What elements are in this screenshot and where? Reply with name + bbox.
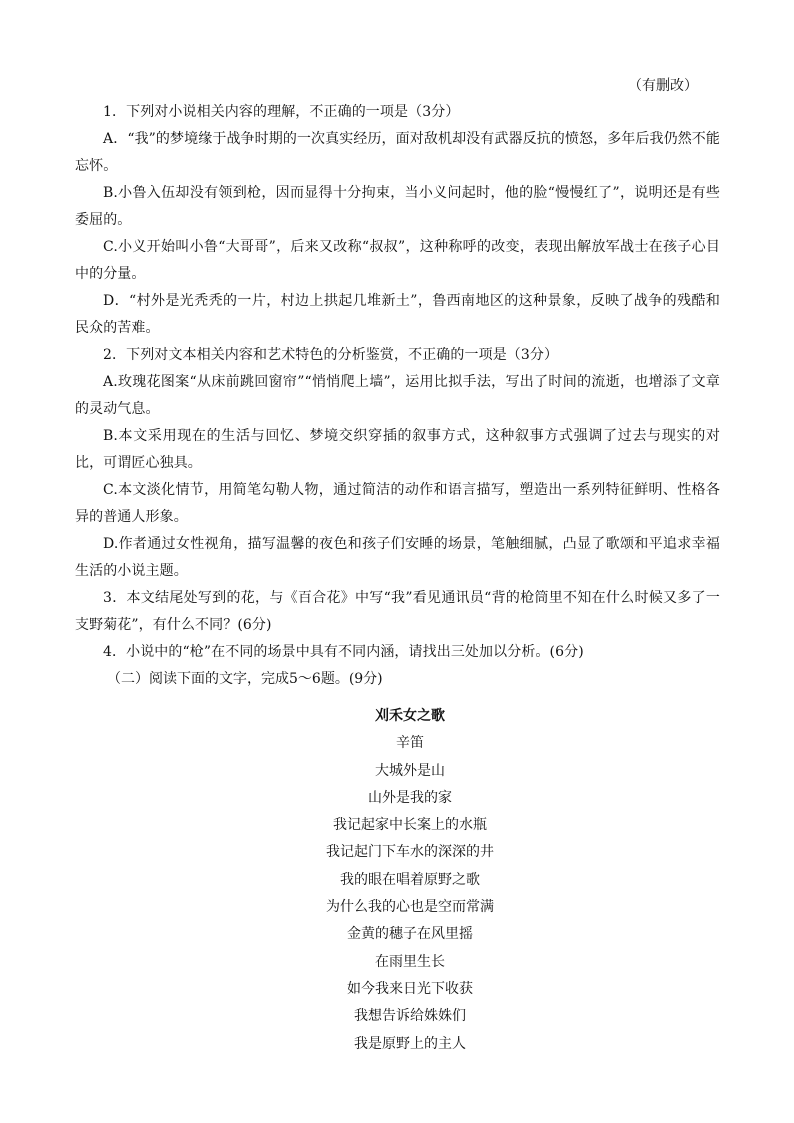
poem-line: 如今我来日光下收获 xyxy=(347,980,473,997)
question-block xyxy=(75,99,720,693)
poem-author: 辛笛 xyxy=(396,735,424,752)
question-2-option-a: A.玫瑰花图案“从床前跳回窗帘”“悄悄爬上墙”，运用比拟手法，写出了时间的流逝，也增添了文章的灵动气息。 xyxy=(75,374,720,417)
question-4: 4．小说中的“枪”在不同的场景中具有不同内涵，请找出三处加以分析。(6分) xyxy=(103,644,584,660)
question-2-stem: 2．下列对文本相关内容和艺术特色的分析鉴赏，不正确的一项是（3分） xyxy=(103,347,559,363)
poem-line: 我想告诉给姝姝们 xyxy=(354,1008,466,1025)
poem-line: 我是原野上的主人 xyxy=(354,1035,466,1052)
question-2-option-c: C.本文淡化情节，用简笔勾勒人物，通过简洁的动作和语言描写，塑造出一系列特征鲜明、性格各异的普通人形象。 xyxy=(75,482,720,525)
poem-line: 在雨里生长 xyxy=(375,953,445,970)
poem-line: 我记起门下车水的深深的井 xyxy=(326,844,494,861)
question-2-option-b: B.本文采用现在的生活与回忆、梦境交织穿插的叙事方式，这种叙事方式强调了过去与现实的对比，可谓匠心独具。 xyxy=(75,428,720,471)
abridged-note: （有删改） xyxy=(628,78,698,94)
question-3: 3．本文结尾处写到的花，与《百合花》中写“我”看见通讯员“背的枪筒里不知在什么时候又多了一支野菊花”，有什么不同？(6分) xyxy=(75,590,720,633)
poem-line: 我记起家中长案上的水瓶 xyxy=(333,817,487,834)
question-1-option-a: A．“我”的梦境缘于战争时期的一次真实经历，面对敌机却没有武器反抗的愤怒，多年后我仍然不能忘怀。 xyxy=(75,131,720,174)
question-2-option-d: D.作者通过女性视角，描写温馨的夜色和孩子们安睡的场景，笔触细腻，凸显了歌颂和平追求幸福生活的小说主题。 xyxy=(75,536,720,579)
poem-title: 刈禾女之歌 xyxy=(375,708,445,724)
poem-line: 为什么我的心也是空而常满 xyxy=(326,899,494,916)
poem-line: 金黄的穗子在风里摇 xyxy=(347,926,473,943)
question-1-option-d: D．“村外是光秃秃的一片，村边上拱起几堆新土”，鲁西南地区的这种景象，反映了战争的残酷和民众的苦难。 xyxy=(75,293,720,336)
section-heading: （二）阅读下面的文字，完成5～6题。(9分) xyxy=(107,671,383,687)
question-1-option-c: C.小义开始叫小鲁“大哥哥”，后来又改称“叔叔”，这种称呼的改变，表现出解放军战士在孩子心目中的分量。 xyxy=(75,239,720,282)
poem-line: 我的眼在唱着原野之歌 xyxy=(340,871,480,888)
poem xyxy=(0,703,794,1058)
question-1-option-b: B.小鲁入伍却没有领到枪，因而显得十分拘束，当小义问起时，他的脸“慢慢红了”，说明还是有些委屈的。 xyxy=(75,185,720,228)
question-1-stem: 1．下列对小说相关内容的理解，不正确的一项是（3分） xyxy=(103,104,460,120)
poem-line: 大城外是山 xyxy=(375,762,445,779)
poem-line: 山外是我的家 xyxy=(368,789,452,806)
